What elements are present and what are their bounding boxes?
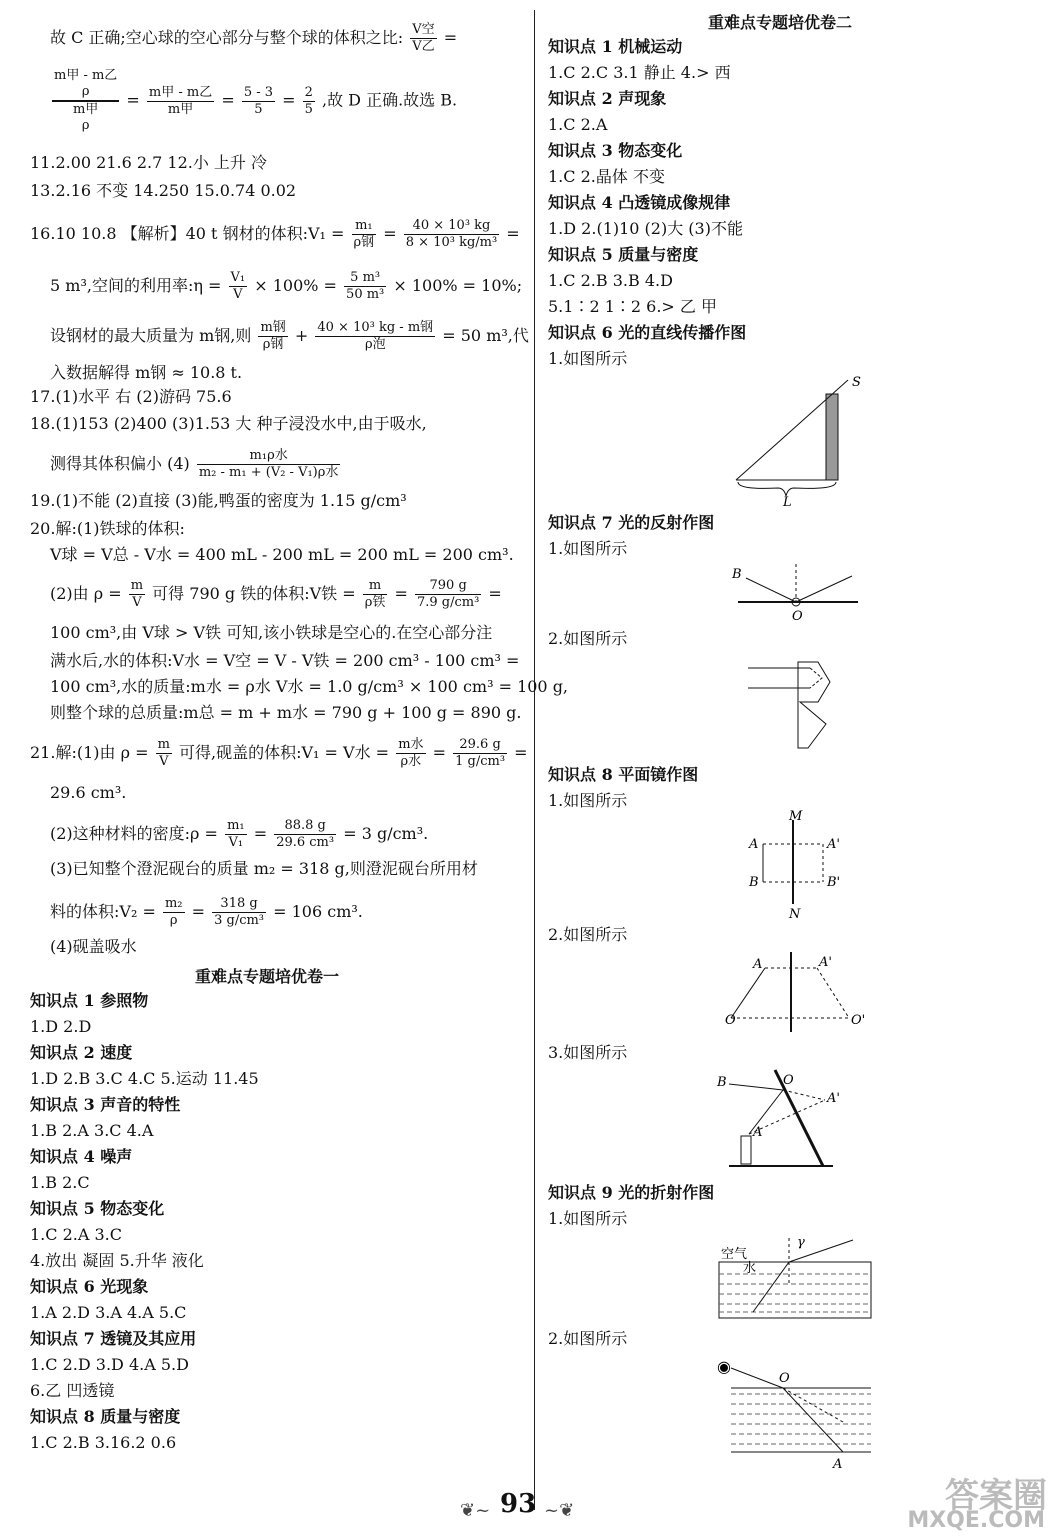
label-m: M	[789, 810, 803, 824]
knowledge-point-heading: 知识点 3 声音的特性	[30, 1095, 181, 1114]
watermark-url: MXQE.COM	[907, 1508, 1045, 1533]
image-ray	[817, 968, 849, 1018]
answer-line: (2)这种材料的密度:ρ = $\frac{\text{m₁}}{\text{V₁}}$ = $\frac{88.8 g}{\text{29.6 cm³}}$ = 3 g/cm³.	[50, 818, 429, 850]
knowledge-point-heading: 知识点 9 光的折射作图	[548, 1183, 715, 1202]
answer-line: 测得其体积偏小 (4) $\frac{\text{m₁ρ水}}{\text{m₂ - m₁ + (V₂ - V₁)ρ水}}$	[50, 448, 339, 480]
water-hatching	[731, 1394, 871, 1444]
reflected-ray	[796, 576, 852, 602]
label-water: 水	[743, 1261, 757, 1276]
ornament-left: ❦~	[460, 1500, 491, 1521]
label-o: O	[792, 609, 803, 624]
fraction: $\frac{5 - 3}{5}$	[243, 84, 274, 117]
reflection-diagram-2	[748, 654, 868, 754]
shadow-diagram	[728, 372, 868, 507]
answer-line: 13.2.16 不变 14.250 15.0.74 0.02	[30, 181, 297, 200]
plane-mirror-diagram-2	[723, 948, 873, 1038]
watermark-logo: 答案圈	[945, 1476, 1047, 1516]
label-o: O	[783, 1073, 794, 1088]
answer-line: 19.(1)不能 (2)直接 (3)能,鸭蛋的密度为 1.15 g/cm³	[30, 491, 407, 510]
knowledge-point-heading: 知识点 6 光的直线传播作图	[548, 323, 747, 342]
answer-line: 1.D 2.D	[30, 1017, 92, 1036]
knowledge-point-heading: 知识点 1 机械运动	[548, 37, 683, 56]
ray-bo	[729, 1084, 783, 1090]
label-o-prime: O'	[851, 1013, 866, 1028]
answer-line: 1.C 2.D 3.D 4.A 5.D	[30, 1355, 189, 1374]
knowledge-point-heading: 知识点 3 物态变化	[548, 141, 683, 160]
knowledge-point-heading: 知识点 8 质量与密度	[30, 1407, 181, 1426]
label-gamma: γ	[797, 1235, 805, 1250]
knowledge-point-heading: 知识点 6 光现象	[30, 1277, 149, 1296]
question-label: 1.如图所示	[548, 791, 628, 810]
answer-line: 29.6 cm³.	[50, 783, 127, 802]
knowledge-point-heading: 知识点 7 光的反射作图	[548, 513, 715, 532]
answer-line: 1.C 2.A 3.C	[30, 1225, 123, 1244]
answer-line: 1.C 2.晶体 不变	[548, 167, 665, 186]
question-label: 2.如图所示	[548, 1329, 628, 1348]
label-a: A	[753, 957, 763, 972]
label-a-prime: A'	[827, 1091, 840, 1106]
fraction: $\frac{790 g}{\text{7.9 g/cm³}}$	[417, 578, 480, 610]
knowledge-point-heading: 知识点 8 平面镜作图	[548, 765, 699, 784]
refracted-ray	[783, 1388, 843, 1452]
brace	[738, 482, 836, 496]
answer-line: 1.C 2.B 3.B 4.D	[548, 271, 673, 290]
fraction: $\frac{\text{40 × 10³ kg - m钢}}{\text{ρ泡}}$	[317, 320, 434, 352]
answer-line: 1.C 2.C 3.1 静止 4.> 西	[548, 63, 731, 82]
label-s: S	[852, 375, 861, 390]
answer-line: 1.A 2.D 3.A 4.A 5.C	[30, 1303, 187, 1322]
water-container	[719, 1262, 871, 1318]
dashed-apparent	[783, 1388, 843, 1422]
question-label: 1.如图所示	[548, 539, 628, 558]
label-b: B	[732, 567, 742, 582]
fraction: $\frac{m}{V}$	[157, 737, 170, 769]
answer-line: 满水后,水的体积:V水 = V空 = V - V铁 = 200 cm³ - 100 cm³ =	[50, 651, 520, 670]
fraction: $\frac{\text{m钢}}{\text{ρ钢}}$	[260, 320, 286, 352]
answer-line: 设钢材的最大质量为 m钢,则 $\frac{\text{m钢}}{\text{ρ钢}}$ + $\frac{\text{40 × 10³ kg - m钢}}{\text{ρ泡}}$ = 50 m³,代	[50, 320, 529, 352]
formula-line: m甲 - m乙 ρ m甲 ρ = $\frac{\text{m甲 - m乙}}{\text{m甲}}$ = $\frac{5 - 3}{5}$ = $\frac{2}{5}$ ,故 D 正确.故选 B.	[54, 68, 458, 133]
fraction: $\frac{\text{V空}}{\text{V乙}}$	[412, 22, 435, 54]
answer-line: 1.C 2.A	[548, 115, 608, 134]
answer-line: 4.放出 凝固 5.升华 液化	[30, 1251, 204, 1270]
answer-line: (3)已知整个澄泥砚台的质量 m₂ = 318 g,则澄泥砚台所用材	[50, 859, 478, 878]
answer-line: 20.解:(1)铁球的体积:	[30, 519, 185, 538]
reflected-path	[810, 668, 822, 688]
fraction: $\frac{\text{5 m³}}{\text{50 m³}}$	[346, 270, 385, 302]
ray-oa	[731, 968, 765, 1018]
fraction: $\frac{\text{m水}}{\text{ρ水}}$	[398, 737, 424, 769]
answer-line: (2)由 ρ = $\frac{m}{V}$ 可得 790 g 铁的体积:V铁 = $\frac{m}{\text{ρ铁}}$ = $\frac{790 g}{\text{7.9 g/cm³}}$ =	[50, 578, 502, 610]
label-o: O	[725, 1013, 736, 1028]
answer-line: (4)砚盖吸水	[50, 937, 137, 956]
answer-line: 5 m³,空间的利用率:η = $\frac{\text{V₁}}{V}$ × 100% = $\frac{\text{5 m³}}{\text{50 m³}}$ × 100% = 10%;	[50, 270, 523, 302]
reflection-diagram-1	[728, 560, 868, 624]
question-label: 2.如图所示	[548, 925, 628, 944]
obstacle-wall	[826, 394, 838, 480]
answer-line: 料的体积:V₂ = $\frac{\text{m₂}}{\rho}$ = $\frac{318 g}{\text{3 g/cm³}}$ = 106 cm³.	[50, 896, 363, 928]
fraction: $\frac{\text{m₁}}{\text{ρ钢}}$	[353, 218, 375, 250]
section-title: 重难点专题培优卷二	[708, 13, 853, 32]
question-label: 1.如图所示	[548, 1209, 628, 1228]
label-a: A	[833, 1457, 843, 1472]
answer-line: 6.乙 凹透镜	[30, 1381, 115, 1400]
ornament-right: ~❦	[544, 1500, 575, 1521]
answer-line: 18.(1)153 (2)400 (3)1.53 大 种子浸没水中,由于吸水,	[30, 414, 427, 433]
knowledge-point-heading: 知识点 5 质量与密度	[548, 245, 699, 264]
column-divider	[534, 10, 535, 1510]
label-a-prime: A'	[827, 837, 840, 852]
answer-line: 则整个球的总质量:m总 = m + m水 = 790 g + 100 g = 890 g.	[50, 703, 522, 722]
page-number: 93	[500, 1489, 537, 1519]
label-b: B	[717, 1075, 727, 1090]
answer-line: 1.B 2.C	[30, 1173, 90, 1192]
fraction: $\frac{\text{m₂}}{\rho}$	[164, 896, 183, 928]
label-l: L	[783, 495, 792, 507]
fraction: $\frac{\text{40 × 10³ kg}}{\text{8 × 10³ kg/m³}}$	[405, 218, 498, 250]
answer-line: 100 cm³,由 V球 > V铁 可知,该小铁球是空心的.在空心部分注	[50, 623, 493, 642]
candle	[741, 1136, 751, 1164]
plane-mirror-diagram-1	[743, 810, 853, 920]
mirror-prism	[798, 662, 830, 748]
knowledge-point-heading: 知识点 4 噪声	[30, 1147, 133, 1166]
answer-line: 17.(1)水平 右 (2)游码 75.6	[30, 387, 232, 406]
knowledge-point-heading: 知识点 5 物态变化	[30, 1199, 165, 1218]
label-a: A	[749, 837, 759, 852]
answer-line: V球 = V总 - V水 = 400 mL - 200 mL = 200 mL = 200 cm³.	[50, 545, 514, 564]
fraction: $\frac{88.8 g}{\text{29.6 cm³}}$	[276, 818, 335, 850]
label-a-prime: A'	[819, 955, 832, 970]
answer-line: 入数据解得 m钢 ≈ 10.8 t.	[50, 363, 243, 382]
fraction: $\frac{m}{V}$	[130, 578, 144, 610]
text-line: 故 C 正确;空心球的空心部分与整个球的体积之比: $\frac{\text{V空}}{\text{V乙}}$ =	[50, 22, 458, 54]
fraction: $\frac{\text{m₁ρ水}}{\text{m₂ - m₁ + (V₂ - V₁)ρ水}}$	[198, 448, 339, 480]
fraction: $\frac{\text{m甲 - m乙}}{\text{m甲}}$	[148, 84, 213, 117]
knowledge-point-heading: 知识点 1 参照物	[30, 991, 149, 1010]
fraction: $\frac{\text{V₁}}{V}$	[230, 270, 246, 302]
label-b-prime: B'	[827, 875, 841, 890]
fraction: $\frac{\text{m₁}}{\text{V₁}}$	[227, 818, 245, 850]
answer-line: 1.B 2.A 3.C 4.A	[30, 1121, 154, 1140]
incident-ray	[746, 578, 796, 602]
answer-line: 11.2.00 21.6 2.7 12.小 上升 冷	[30, 153, 268, 172]
refraction-diagram-2	[713, 1352, 878, 1480]
fraction: $\frac{29.6 g}{\text{1 g/cm³}}$	[455, 737, 506, 769]
knowledge-point-heading: 知识点 4 凸透镜成像规律	[548, 193, 731, 212]
fraction: $\frac{2}{5}$	[304, 84, 313, 117]
fraction: $\frac{m}{\text{ρ铁}}$	[364, 578, 386, 610]
answer-line: 5.1∶2 1∶2 6.> 乙 甲	[548, 297, 718, 316]
knowledge-point-heading: 知识点 2 声现象	[548, 89, 667, 108]
label-air: 空气	[721, 1247, 748, 1262]
label-b: B	[749, 875, 759, 890]
answer-line: 16.10 10.8 【解析】40 t 钢材的体积:V₁ = $\frac{\text{m₁}}{\text{ρ钢}}$ = $\frac{\text{40 × 10³ kg}}{\text{8 × 10³ kg/m³}}$ =	[30, 218, 520, 250]
plane-mirror-diagram-3	[713, 1066, 863, 1176]
answer-line: 1.C 2.B 3.16.2 0.6	[30, 1433, 177, 1452]
label-n: N	[789, 907, 801, 920]
compound-fraction: m甲 - m乙 ρ m甲 ρ	[54, 68, 118, 133]
knowledge-point-heading: 知识点 2 速度	[30, 1043, 133, 1062]
answer-line: 1.D 2.B 3.C 4.C 5.运动 11.45	[30, 1069, 259, 1088]
label-a: A	[753, 1125, 763, 1140]
answer-line: 100 cm³,水的质量:m水 = ρ水 V水 = 1.0 g/cm³ × 100 cm³ = 100 g,	[50, 677, 569, 696]
ray-eye-o	[731, 1368, 783, 1388]
eye-icon: ◉	[717, 1357, 731, 1376]
question-label: 2.如图所示	[548, 629, 628, 648]
question-label: 1.如图所示	[548, 349, 628, 368]
section-title: 重难点专题培优卷一	[195, 967, 340, 986]
question-label: 3.如图所示	[548, 1043, 628, 1062]
water-hatching	[719, 1274, 871, 1312]
knowledge-point-heading: 知识点 7 透镜及其应用	[30, 1329, 197, 1348]
refraction-diagram-1	[713, 1232, 873, 1322]
label-o: O	[779, 1371, 790, 1386]
fraction: $\frac{318 g}{\text{3 g/cm³}}$	[214, 896, 265, 928]
answer-line: 1.D 2.(1)10 (2)大 (3)不能	[548, 219, 743, 238]
answer-line: 21.解:(1)由 ρ = $\frac{m}{V}$ 可得,砚盖的体积:V₁ = V水 = $\frac{\text{m水}}{\text{ρ水}}$ = $\frac{29.6 g}{\text{1 g/cm³}}$ =	[30, 737, 528, 769]
